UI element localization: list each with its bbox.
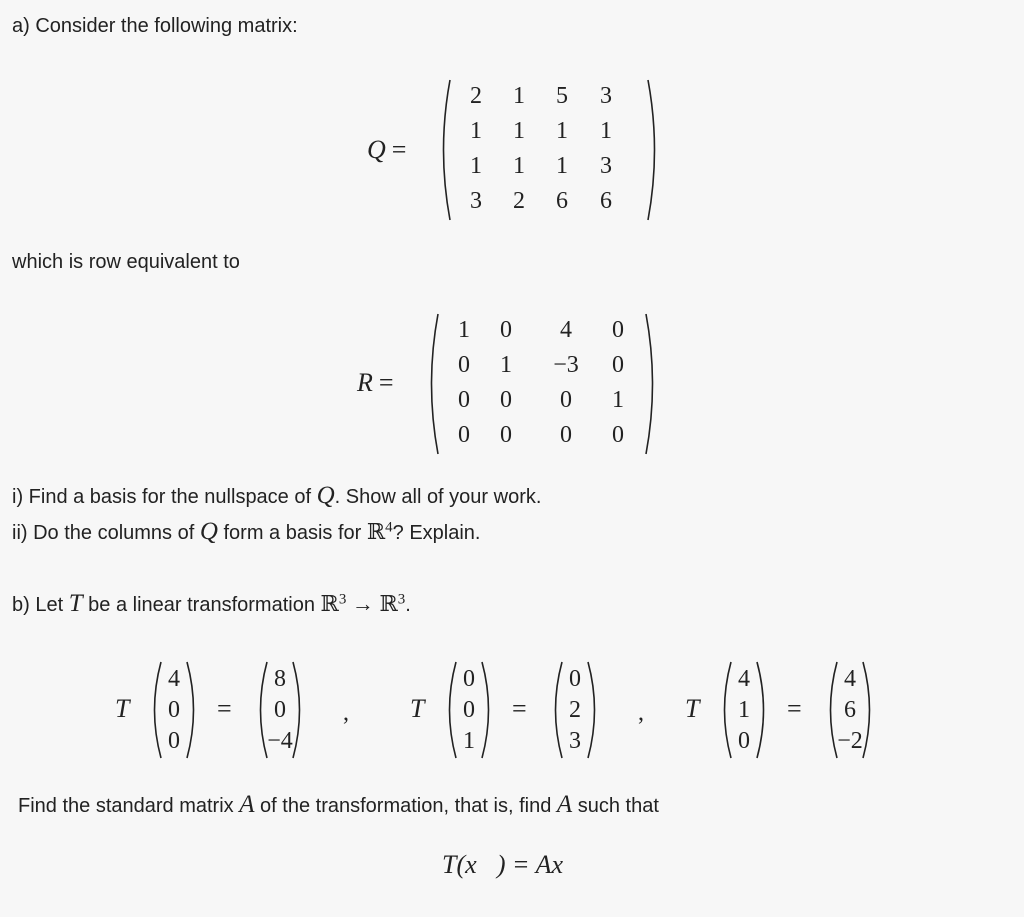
vector-entry: 0 [463,697,475,723]
input-vector [442,660,496,760]
row-equivalent-text: which is row equivalent to [12,251,240,273]
output-vector [253,660,307,760]
matrix-entry: 1 [513,83,525,109]
transform-label: T [685,694,700,723]
vector-entry: 0 [463,666,475,692]
vector-entry: 3 [569,728,581,754]
r-matrix [424,312,660,456]
matrix-entry: 0 [458,352,470,378]
vector-entry: 0 [168,728,180,754]
defining-equation: T(x⃗) = Ax⃗ [442,850,584,879]
output-vector [548,660,602,760]
equals-sign: = [512,694,527,723]
matrix-entry: 2 [513,188,525,214]
vector-entry: 0 [274,697,286,723]
output-vector [823,660,877,760]
matrix-entry: 1 [612,387,624,413]
vector-entry: 1 [463,728,475,754]
matrix-entry: 0 [500,317,512,343]
matrix-entry: 0 [612,422,624,448]
matrix-entry: 5 [556,83,568,109]
vector-entry: 1 [738,697,750,723]
vector-entry: 0 [168,697,180,723]
matrix-entry: 4 [560,317,572,343]
vector-entry: 4 [738,666,750,692]
matrix-entry: 3 [600,153,612,179]
matrix-entry: −3 [553,352,579,378]
matrix-entry: 2 [470,83,482,109]
matrix-entry: 0 [612,352,624,378]
vector-entry: 0 [569,666,581,692]
matrix-entry: 1 [470,153,482,179]
vector-entry: 0 [738,728,750,754]
matrix-entry: 0 [458,422,470,448]
vector-entry: 4 [168,666,180,692]
matrix-entry: 1 [470,118,482,144]
part-a-intro: a) Consider the following matrix: [12,15,298,37]
matrix-entry: 3 [600,83,612,109]
r-label: R = [357,368,394,397]
q-label: Q = [367,135,407,164]
right-paren [646,78,662,222]
right-paren [644,312,660,456]
matrix-entry: 0 [612,317,624,343]
matrix-entry: 0 [500,422,512,448]
matrix-entry: 1 [513,118,525,144]
matrix-entry: 1 [458,317,470,343]
transform-label: T [115,694,130,723]
left-paren [424,312,440,456]
matrix-entry: 1 [600,118,612,144]
q-matrix [436,78,662,222]
matrix-entry: 6 [600,188,612,214]
separator-comma: , [638,700,644,726]
question-ii: ii) Do the columns of Q form a basis for ℝ$^4$? Explain. [12,518,481,545]
vector-entry: 8 [274,666,286,692]
input-vector [717,660,771,760]
transform-label: T [410,694,425,723]
matrix-entry: 6 [556,188,568,214]
part-b-intro: b) Let T be a linear transformation ℝ$^3$ → ℝ$^3$. [12,590,411,617]
matrix-entry: 0 [458,387,470,413]
matrix-entry: 0 [560,422,572,448]
equals-sign: = [217,694,232,723]
question-i: i) Find a basis for the nullspace of Q. Show all of your work. [12,482,542,509]
matrix-entry: 1 [500,352,512,378]
matrix-entry: 1 [556,153,568,179]
matrix-entry: 3 [470,188,482,214]
equals-sign: = [787,694,802,723]
separator-comma: , [343,700,349,726]
matrix-entry: 0 [560,387,572,413]
vector-entry: −2 [837,728,863,754]
vector-entry: 2 [569,697,581,723]
matrix-entry: 0 [500,387,512,413]
vector-entry: 4 [844,666,856,692]
matrix-entry: 1 [556,118,568,144]
find-standard-matrix: Find the standard matrix A of the transformation, that is, find A such that [18,791,659,818]
vector-entry: −4 [267,728,293,754]
vector-entry: 6 [844,697,856,723]
left-paren [436,78,452,222]
matrix-entry: 1 [513,153,525,179]
input-vector [147,660,201,760]
